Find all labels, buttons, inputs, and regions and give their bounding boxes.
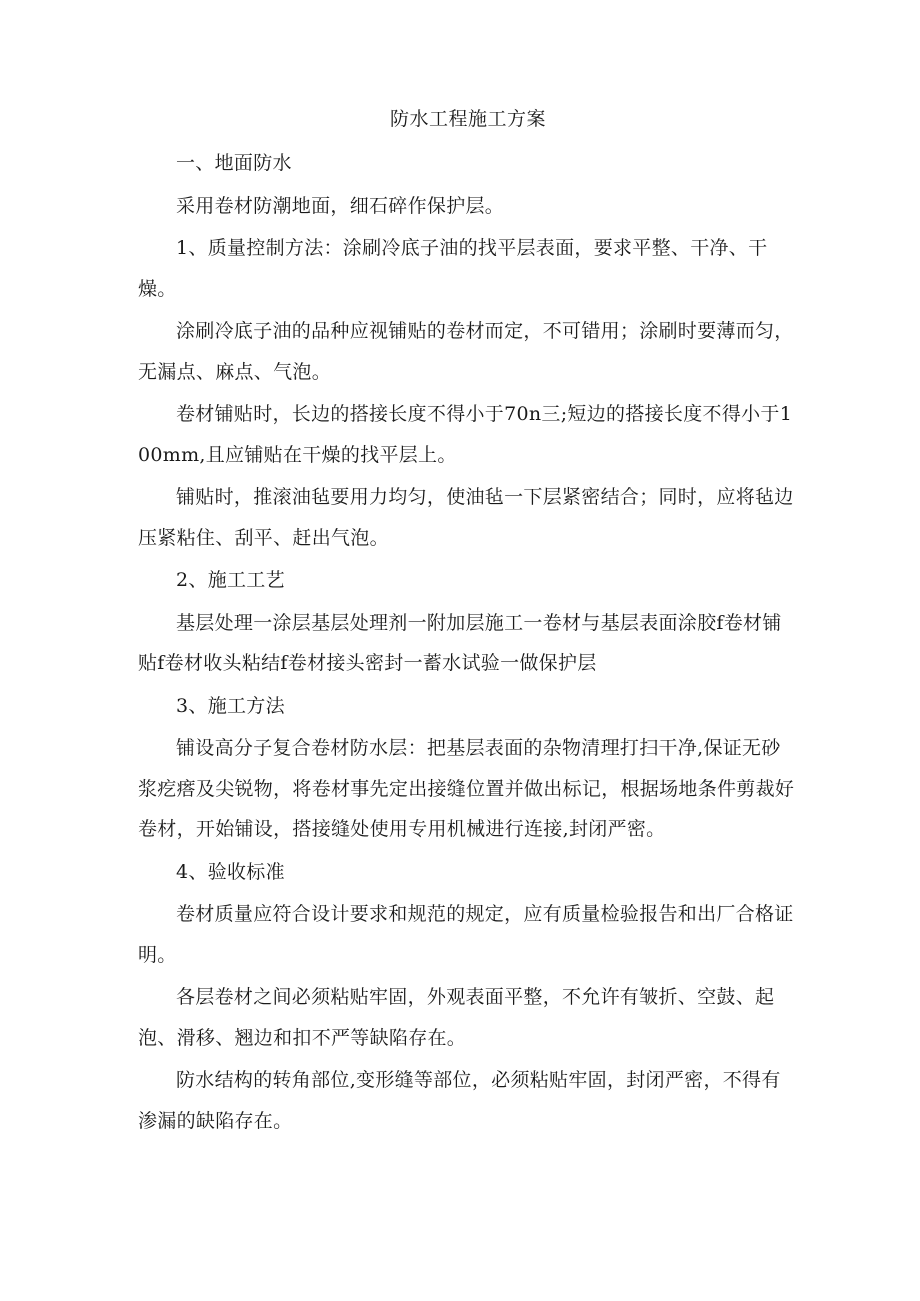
paragraph: 卷材质量应符合设计要求和规范的规定，应有质量检验报告和出厂合格证明。 <box>138 903 794 966</box>
document-title: 防水工程施工方案 <box>389 108 546 130</box>
paragraph: 铺贴时，推滚油毡要用力均匀，使油毡一下层紧密结合；同时，应将毡边压紧粘住、刮平、赶出气泡。 <box>138 486 794 549</box>
section-heading-ground-waterproofing: 一、地面防水 <box>176 152 292 174</box>
paragraph: 涂刷冷底子油的品种应视铺贴的卷材而定，不可错用；涂刷时要薄而匀，无漏点、麻点、气泡。 <box>138 320 794 383</box>
paragraph: 铺设高分子复合卷材防水层：把基层表面的杂物清理打扫干净,保证无砂浆疙瘩及尖锐物，将卷材事先定出接缝位置并做出标记，根据场地条件剪裁好卷材，开始铺设，搭接缝处使用专用机械进行连接,封闭严密。 <box>138 737 795 840</box>
section-heading-construction-process: 2、施工工艺 <box>176 569 285 591</box>
document-page <box>138 104 798 1143</box>
section-heading-construction-method: 3、施工方法 <box>176 694 285 717</box>
paragraph: 各层卷材之间必须粘贴牢固，外观表面平整，不允许有皱折、空鼓、起泡、滑移、翘边和扣不严等缺陷存在。 <box>138 986 775 1049</box>
paragraph: 采用卷材防潮地面，细石碎作保护层。 <box>176 194 505 217</box>
section-heading-acceptance-criteria: 4、验收标准 <box>176 860 285 883</box>
paragraph: 卷材铺贴时，长边的搭接长度不得小于70n三;短边的搭接长度不得小于100mm,且应铺贴在干燥的找平层上。 <box>138 403 793 466</box>
paragraph: 基层处理一涂层基层处理剂一附加层施工一卷材与基层表面涂胶f卷材铺贴f卷材收头粘结f卷材接头密封一蓄水试验一做保护层 <box>138 611 782 674</box>
paragraph: 1、质量控制方法：涂刷冷底子油的找平层表面，要求平整、干净、干燥。 <box>138 237 768 300</box>
paragraph: 防水结构的转角部位,变形缝等部位，必须粘贴牢固，封闭严密，不得有渗漏的缺陷存在。 <box>138 1069 781 1132</box>
